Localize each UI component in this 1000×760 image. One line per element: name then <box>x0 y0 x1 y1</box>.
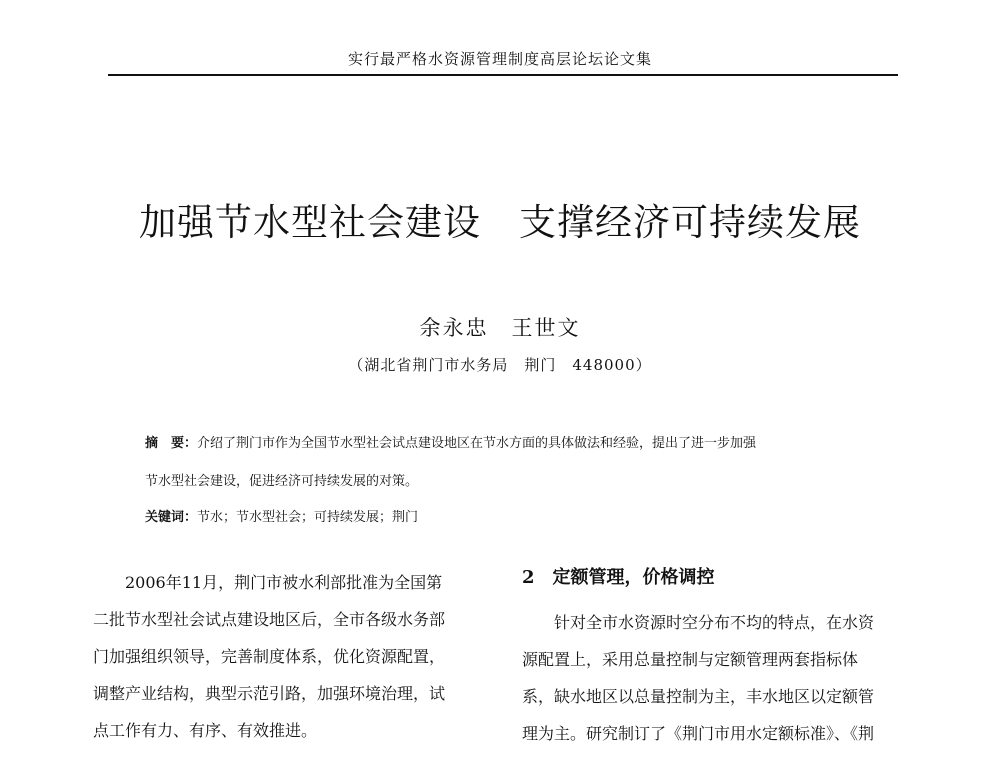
paragraph <box>93 568 483 753</box>
abstract-text-1: 介绍了荆门市作为全国节水型社会试点建设地区在节水方面的具体做法和经验，提出了进一步加强 <box>197 436 757 451</box>
text-line: 门加强组织领导，完善制度体系，优化资源配置， <box>93 647 446 666</box>
article-title: 加强节水型社会建设 支撑经济可持续发展 <box>139 201 861 244</box>
section-heading: 2 定额管理，价格调控 <box>522 567 715 588</box>
keywords-text: 节水；节水型社会；可持续发展；荆门 <box>197 510 419 525</box>
body-right-column <box>522 560 917 756</box>
abstract-label: 摘 要： <box>145 436 198 451</box>
text-line: 2006年11月，荆门市被水利部批准为全国第 <box>93 573 443 592</box>
keywords-label: 关键词： <box>145 510 198 525</box>
header-rule <box>108 74 898 76</box>
abstract-line-1 <box>145 432 756 451</box>
running-header: 实行最严格水资源管理制度高层论坛论文集 <box>347 50 652 68</box>
keywords-line <box>145 506 418 525</box>
text-line: 理为主。研究制订了《荆门市用水定额标准》、《荆 <box>522 724 875 743</box>
abstract-line-2 <box>145 470 418 489</box>
author-affiliation: （湖北省荆门市水务局 荆门 448000） <box>348 356 652 374</box>
text-line: 针对全市水资源时空分布不均的特点，在水资 <box>522 613 875 632</box>
text-line: 点工作有力、有序、有效推进。 <box>93 721 318 740</box>
text-line: 二批节水型社会试点建设地区后，全市各级水务部 <box>93 610 446 629</box>
text-line: 系，缺水地区以总量控制为主，丰水地区以定额管 <box>522 687 875 706</box>
paragraph <box>522 608 917 756</box>
text-line: 源配置上，采用总量控制与定额管理两套指标体 <box>522 650 859 669</box>
abstract-text-2: 节水型社会建设，促进经济可持续发展的对策。 <box>145 474 419 489</box>
body-left-column <box>93 568 483 753</box>
article-authors: 余永忠 王世文 <box>419 316 581 340</box>
text-line: 调整产业结构，典型示范引路，加强环境治理，试 <box>93 684 446 703</box>
